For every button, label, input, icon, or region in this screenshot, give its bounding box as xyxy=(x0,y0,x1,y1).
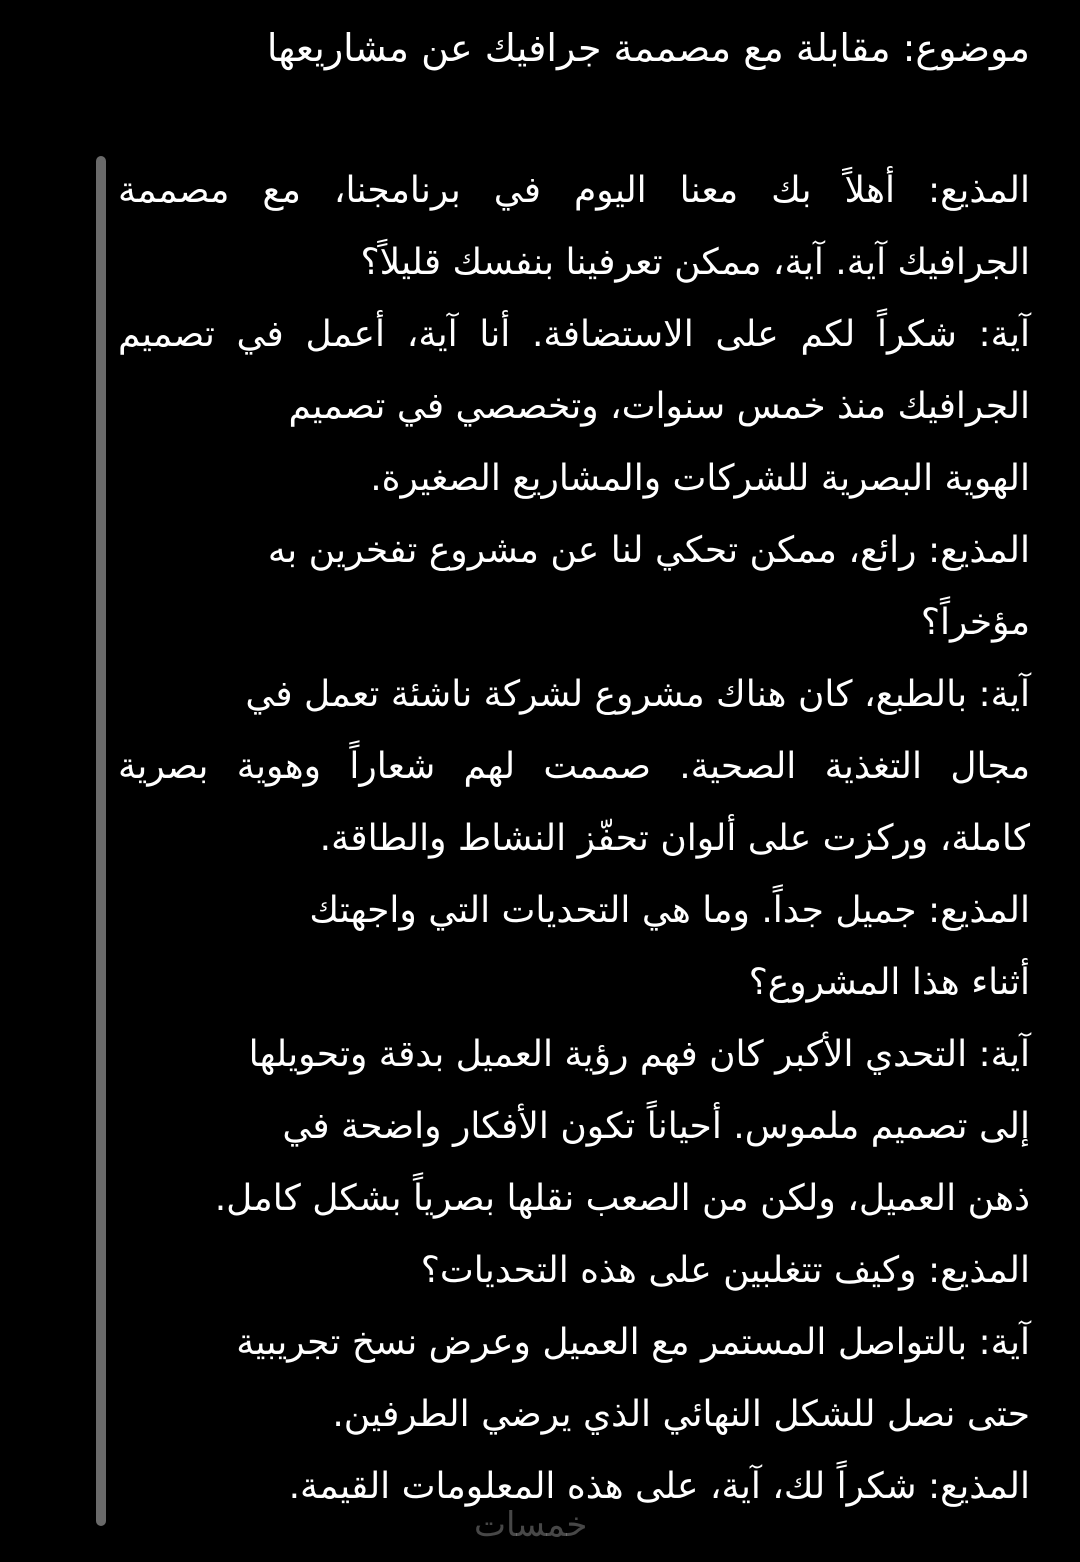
document-title: موضوع: مقابلة مع مصممة جرافيك عن مشاريعها xyxy=(266,26,1030,70)
transcript-line: أثناء هذا المشروع؟ xyxy=(748,962,1030,1003)
transcript-line: المذيع: أهلاً بك معنا اليوم في برنامجنا، مع مصممة xyxy=(118,170,1030,211)
transcript-line: حتى نصل للشكل النهائي الذي يرضي الطرفين. xyxy=(332,1394,1030,1435)
transcript-line: الهوية البصرية للشركات والمشاريع الصغيرة. xyxy=(370,458,1030,499)
transcript-line: إلى تصميم ملموس. أحياناً تكون الأفكار واضحة في xyxy=(282,1106,1030,1147)
transcript-line: المذيع: جميل جداً. وما هي التحديات التي واجهتك xyxy=(309,890,1030,931)
transcript-line: آية: شكراً لكم على الاستضافة. أنا آية، أعمل في تصميم xyxy=(118,314,1030,355)
khamsat-watermark: خمسات xyxy=(474,1505,588,1545)
transcript-line: كاملة، وركزت على ألوان تحفّز النشاط والطاقة. xyxy=(319,818,1030,859)
transcript-line: الجرافيك آية. آية، ممكن تعرفينا بنفسك قليلاً؟ xyxy=(360,242,1030,283)
scrollbar[interactable] xyxy=(96,156,106,1526)
transcript-line: المذيع: رائع، ممكن تحكي لنا عن مشروع تفخرين به xyxy=(267,530,1030,571)
transcript-line: المذيع: وكيف تتغلبين على هذه التحديات؟ xyxy=(420,1250,1030,1291)
transcript-line: آية: بالطبع، كان هناك مشروع لشركة ناشئة تعمل في xyxy=(245,674,1030,715)
transcript-line: الجرافيك منذ خمس سنوات، وتخصصي في تصميم xyxy=(288,386,1030,427)
transcript-line: مؤخراً؟ xyxy=(920,602,1030,643)
interview-transcript xyxy=(118,155,1030,1523)
transcript-line: المذيع: شكراً لك، آية، على هذه المعلومات القيمة. xyxy=(288,1466,1030,1507)
transcript-line: آية: بالتواصل المستمر مع العميل وعرض نسخ تجريبية xyxy=(236,1322,1030,1363)
transcript-line: ذهن العميل، ولكن من الصعب نقلها بصرياً بشكل كامل. xyxy=(214,1178,1030,1219)
transcript-line: آية: التحدي الأكبر كان فهم رؤية العميل بدقة وتحويلها xyxy=(248,1034,1030,1075)
transcript-line: مجال التغذية الصحية. صممت لهم شعاراً وهوية بصرية xyxy=(118,746,1030,787)
